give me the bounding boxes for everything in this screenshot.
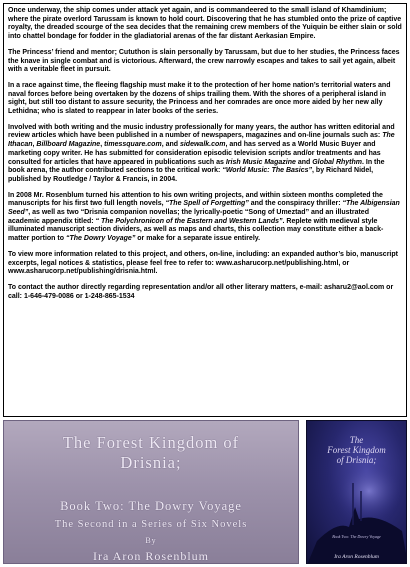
sky-glow bbox=[335, 461, 403, 521]
projects-text: or make for a separate issue entirely. bbox=[135, 235, 261, 243]
publication-irish-music: Irish Music Magazine bbox=[225, 158, 296, 166]
bio-text: , and has served as a World Music Buyer and marketing copy writer. He has submitted for consideration episodic television scripts and/or treatments and has consulted for articles that have appeared in publications such as bbox=[8, 141, 381, 166]
paragraph-capture: Once underway, the ship comes under attack yet again, and is commandeered to the small island of Khamdinium; where the pirate overlord Tarussam is known to hold court. Discovering that he has stumbled onto the prize of captive royalty, the dreaded scourge of the sea decides that the remaining crew members of the Yuiquin be either slain or sold into chattel bondage for fodder in the gladiatorial arenas of the far distant Aerkasian Empire. bbox=[8, 7, 402, 41]
publication-sidewalk: sidewalk.com bbox=[179, 141, 226, 149]
cover-title-line2: Forest Kingdom bbox=[327, 445, 386, 455]
title-banner bbox=[3, 420, 299, 564]
appendix-polychronicon: “ The Polychronicon of the Eastern and Western Lands” bbox=[95, 217, 283, 225]
paragraph-duel: The Princess’ friend and mentor; Cututhon is slain personally by Tarussam, but due to her studies, the Princess faces the knave in single combat and is victorious. Afterward, the crew narrowly escapes and takes to sail yet again, albeit with a veritable fleet in pursuit. bbox=[8, 48, 400, 74]
banner-by: By bbox=[145, 536, 157, 545]
cover-author: Ira Aron Rosenblum bbox=[334, 554, 379, 560]
book-world-music: “World Music: The Basics” bbox=[222, 167, 313, 175]
bio-text: . In the book arena, the author contributed sections to the critical work: bbox=[8, 158, 385, 175]
publication-global-rhythm: Global Rhythm bbox=[312, 158, 362, 166]
cover-title-line1: The bbox=[349, 435, 364, 445]
publication-ithacan: The Ithacan bbox=[8, 132, 395, 149]
separator: , and bbox=[161, 141, 180, 149]
banner-subtitle-line2: The Second in a Series of Six Novels bbox=[54, 519, 248, 530]
paragraph-escape: In a race against time, the fleeing flagship must make it to the protection of her home nation’s territorial waters and naval forces before being overtaken by the dozens of ships trailing them. With the shores of a peripheral island in sight, but still too distant to assure security, the Princess and her comrades are once more aided by her new ally Lethidna; who is slated to reappear in later books of the series. bbox=[8, 81, 391, 116]
projects-text: and the conspiracy thriller: bbox=[248, 200, 343, 208]
bio-text: Involved with both writing and the music industry professionally for many years, the author has written editorial and review articles which have been published in a number of newspapers, magazines and on-line journals such as: bbox=[8, 123, 395, 140]
novel-spell-of-forgetting: “The Spell of Forgetting” bbox=[165, 200, 249, 208]
synopsis-text-panel bbox=[3, 3, 407, 417]
book-cover-image bbox=[306, 420, 407, 564]
paragraph-contact: To contact the author directly regarding representation and/or all other literary matters, e-mail: asharu2@aol.com or call: 1-646-479-0086 or 1-248-865-1534 bbox=[8, 283, 394, 300]
projects-text: , as well as two “Drisnia companion novellas; the lyrically-poetic “Song of Umeztad” and an illustrated academic appendix titled: bbox=[8, 209, 369, 225]
cover-title-line3: of Drisnia; bbox=[336, 455, 377, 465]
banner-title-line2: Drisnia; bbox=[120, 453, 182, 472]
paragraph-writing-projects bbox=[8, 192, 402, 244]
projects-text: In 2008 Mr. Rosenblum turned his attention to his own writing projects, and within sixteen months completed the manuscripts for his first two full length novels, bbox=[8, 191, 383, 208]
banner-title-line1: The Forest Kingdom of bbox=[62, 433, 240, 452]
novel-albigensian-seed: “The Albigensian Seed” bbox=[8, 200, 400, 217]
paragraph-author-bio bbox=[8, 124, 402, 185]
cover-subtitle: Book Two: The Dowry Voyage bbox=[332, 534, 381, 539]
separator: , bbox=[32, 141, 37, 149]
banner-subtitle-line1: Book Two: The Dowry Voyage bbox=[60, 499, 242, 513]
banner-author: Ira Aron Rosenblum bbox=[93, 549, 209, 563]
projects-text: . Replete with medieval style illuminated manuscript section dividers, as well as maps and charts, this collection may constitute either a back-matter portion to bbox=[8, 217, 384, 243]
separator: , bbox=[100, 141, 105, 149]
novel-dowry-voyage: “The Dowry Voyage” bbox=[65, 235, 136, 243]
bio-text: , by Richard Nidel, published by Routledge / Taylor & Francis, in 2004. bbox=[8, 167, 374, 183]
publication-timessquare: timessquare.com bbox=[104, 141, 162, 149]
separator: and bbox=[295, 158, 313, 166]
paragraph-more-info: To view more information related to this project, and others, on-line, including: an expanded author’s bio, manuscript excerpts, legal notices & statistics, please feel free to refer to: www.asharucorp.net/publishing.html, or www.asharucorp.net/publishing/drisnia.html. bbox=[8, 250, 398, 276]
publication-billboard: Billboard Magazine bbox=[36, 141, 101, 149]
